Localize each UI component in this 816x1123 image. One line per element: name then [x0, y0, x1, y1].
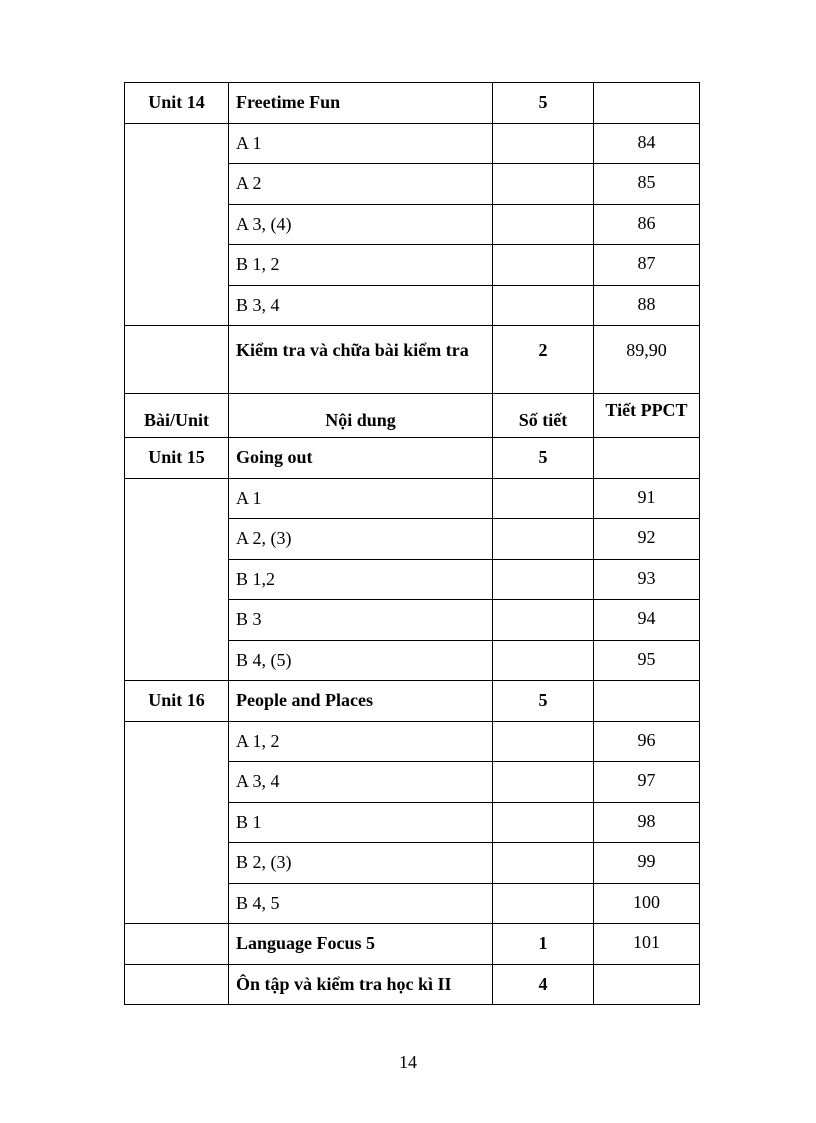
lesson-label: B 1,2	[229, 559, 493, 600]
lesson-periods	[493, 559, 594, 600]
review-row	[125, 964, 700, 1005]
lesson-periods	[493, 478, 594, 519]
language-focus-label: Language Focus 5	[229, 924, 493, 965]
unit-periods: 5	[493, 83, 594, 124]
unit-spacer-cell	[125, 721, 229, 924]
lesson-label: B 2, (3)	[229, 843, 493, 884]
lesson-ppct: 84	[594, 123, 700, 164]
lesson-label: B 4, 5	[229, 883, 493, 924]
header-ppct: Tiết PPCT	[594, 394, 700, 438]
lesson-ppct: 97	[594, 762, 700, 803]
lesson-ppct: 98	[594, 802, 700, 843]
lesson-label: A 3, (4)	[229, 204, 493, 245]
lesson-label: B 4, (5)	[229, 640, 493, 681]
unit-title: Freetime Fun	[229, 83, 493, 124]
lesson-ppct: 96	[594, 721, 700, 762]
unit-row	[125, 83, 700, 124]
lesson-row	[125, 123, 700, 164]
lesson-ppct: 100	[594, 883, 700, 924]
lesson-label: B 1, 2	[229, 245, 493, 286]
table-header-row	[125, 394, 700, 438]
lesson-periods	[493, 721, 594, 762]
lesson-ppct: 99	[594, 843, 700, 884]
unit-title: Going out	[229, 438, 493, 479]
lesson-ppct: 87	[594, 245, 700, 286]
lesson-periods	[493, 600, 594, 641]
lesson-periods	[493, 640, 594, 681]
unit-periods: 5	[493, 438, 594, 479]
lesson-label: A 2	[229, 164, 493, 205]
lesson-label: A 2, (3)	[229, 519, 493, 560]
test-row	[125, 326, 700, 394]
lesson-ppct: 94	[594, 600, 700, 641]
review-ppct	[594, 964, 700, 1005]
language-focus-periods: 1	[493, 924, 594, 965]
lesson-periods	[493, 245, 594, 286]
lesson-label: A 1	[229, 123, 493, 164]
unit-spacer-cell	[125, 478, 229, 681]
lesson-ppct: 85	[594, 164, 700, 205]
test-label: Kiểm tra và chữa bài kiểm tra	[229, 326, 493, 394]
unit-row	[125, 438, 700, 479]
lesson-ppct: 95	[594, 640, 700, 681]
lesson-label: B 3	[229, 600, 493, 641]
unit-periods: 5	[493, 681, 594, 722]
lesson-ppct: 93	[594, 559, 700, 600]
lesson-periods	[493, 762, 594, 803]
lesson-label: A 1	[229, 478, 493, 519]
unit-ppct	[594, 83, 700, 124]
header-unit: Bài/Unit	[125, 394, 229, 438]
lesson-ppct: 92	[594, 519, 700, 560]
unit-name: Unit 15	[125, 438, 229, 479]
test-ppct: 89,90	[594, 326, 700, 394]
lesson-periods	[493, 204, 594, 245]
header-periods: Số tiết	[493, 394, 594, 438]
lesson-ppct: 88	[594, 285, 700, 326]
header-content: Nội dung	[229, 394, 493, 438]
lesson-ppct: 91	[594, 478, 700, 519]
unit-ppct	[594, 681, 700, 722]
unit-name: Unit 14	[125, 83, 229, 124]
review-unit-cell	[125, 964, 229, 1005]
lesson-row	[125, 478, 700, 519]
lesson-row	[125, 721, 700, 762]
lesson-periods	[493, 123, 594, 164]
lesson-ppct: 86	[594, 204, 700, 245]
lesson-periods	[493, 285, 594, 326]
lesson-label: A 3, 4	[229, 762, 493, 803]
language-focus-ppct: 101	[594, 924, 700, 965]
unit-row	[125, 681, 700, 722]
lesson-periods	[493, 843, 594, 884]
review-label: Ôn tập và kiểm tra học kì II	[229, 964, 493, 1005]
review-periods: 4	[493, 964, 594, 1005]
test-periods: 2	[493, 326, 594, 394]
unit-spacer-cell	[125, 123, 229, 326]
lesson-periods	[493, 802, 594, 843]
lesson-periods	[493, 519, 594, 560]
lesson-label: A 1, 2	[229, 721, 493, 762]
page-number: 14	[399, 1052, 417, 1072]
lesson-periods	[493, 883, 594, 924]
curriculum-table	[124, 82, 700, 1005]
unit-name: Unit 16	[125, 681, 229, 722]
lesson-periods	[493, 164, 594, 205]
lesson-label: B 1	[229, 802, 493, 843]
unit-title: People and Places	[229, 681, 493, 722]
language-focus-row	[125, 924, 700, 965]
language-focus-unit-cell	[125, 924, 229, 965]
unit-ppct	[594, 438, 700, 479]
lesson-label: B 3, 4	[229, 285, 493, 326]
test-unit-cell	[125, 326, 229, 394]
